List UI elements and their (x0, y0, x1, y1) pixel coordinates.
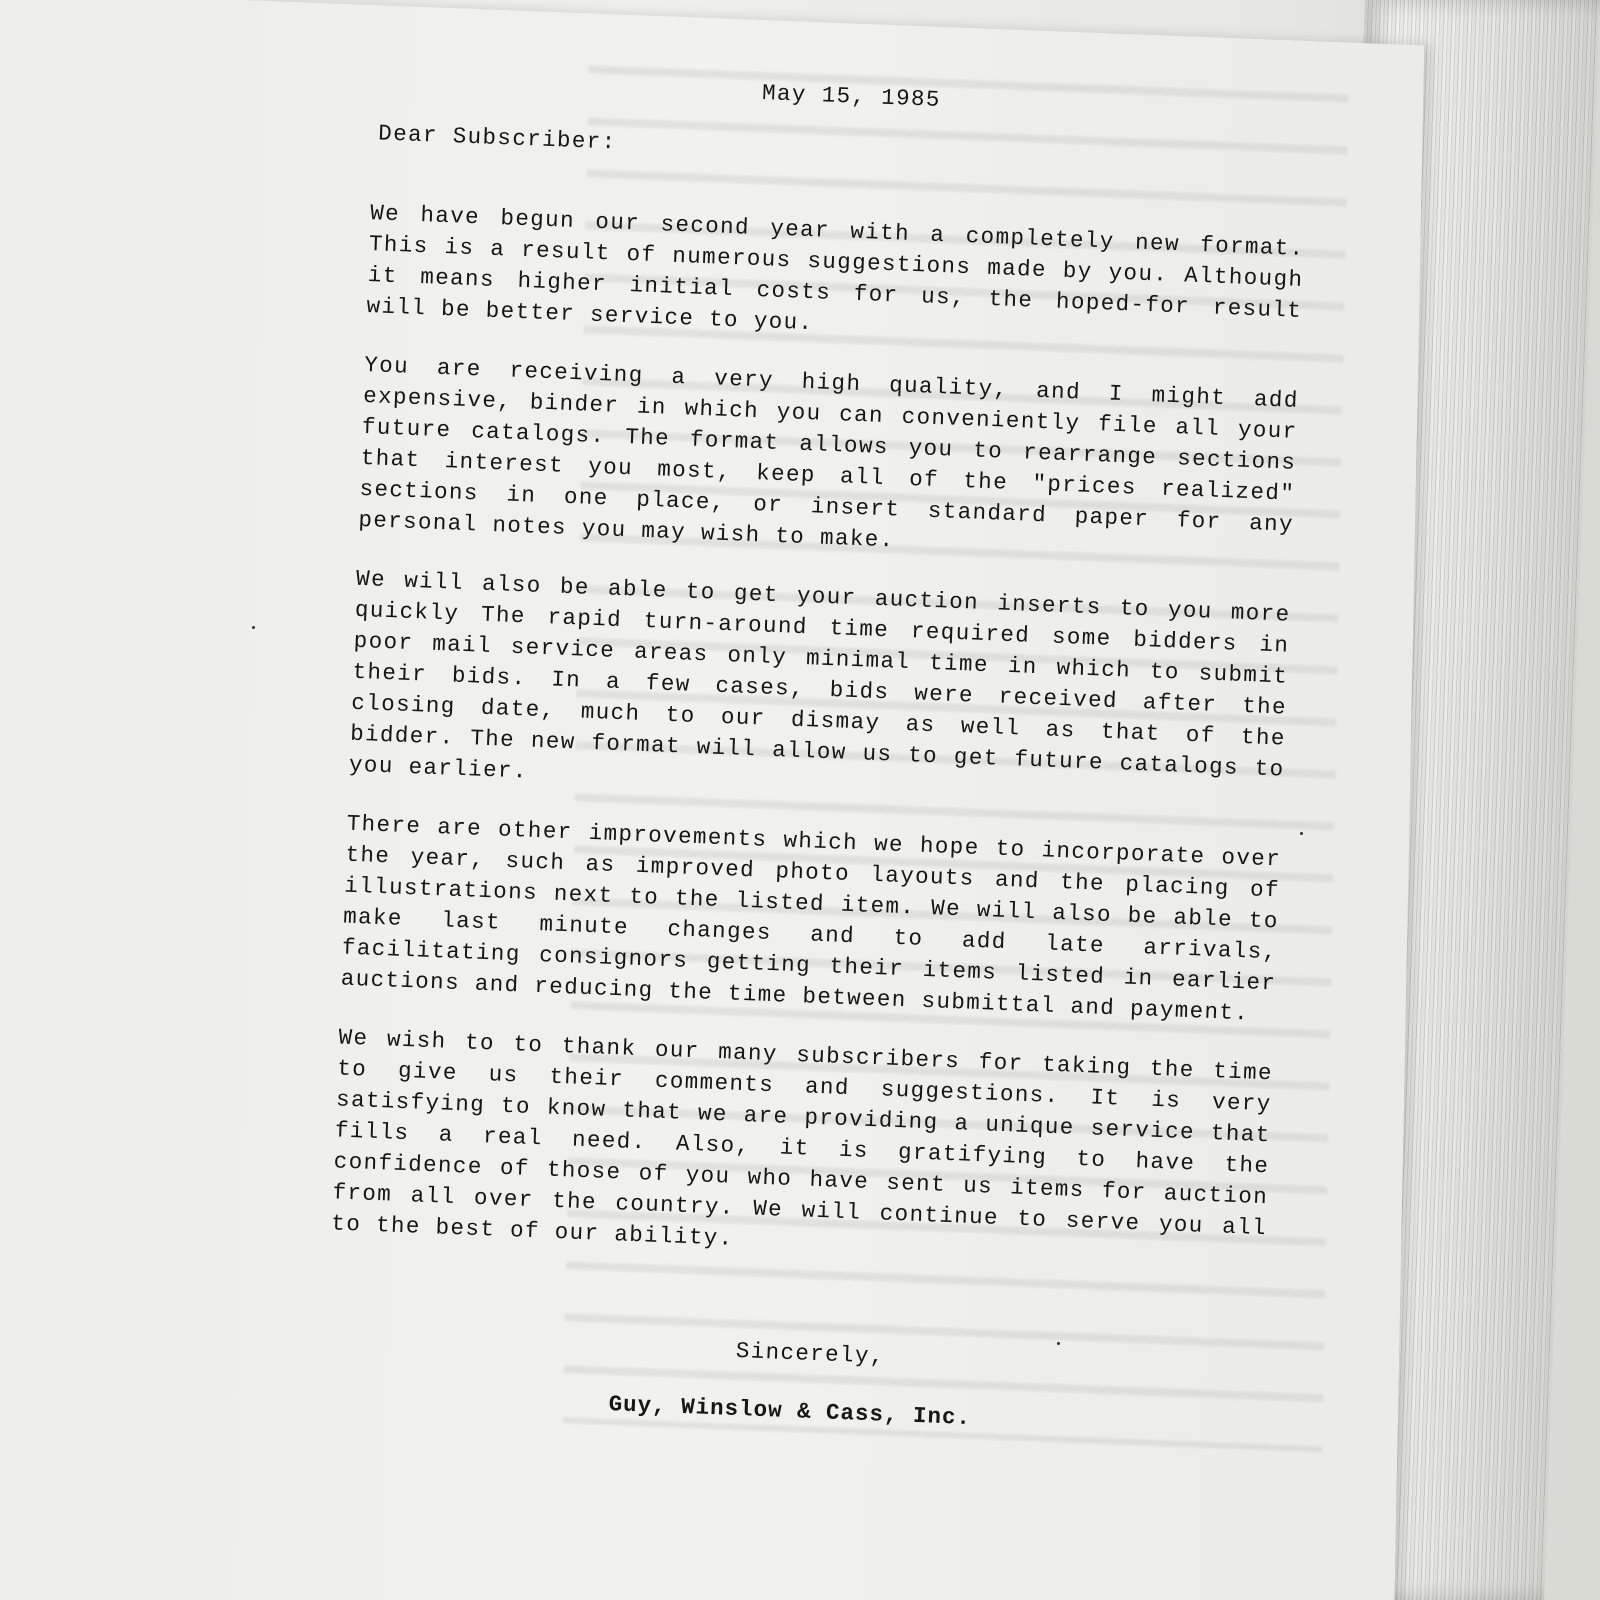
letter-date: May 15, 1985 (761, 80, 942, 113)
paragraph-1: We have begun our second year with a completely new format. This is a result of numerous suggestions made by you. Although it means higher initial costs for us, the hoped-for result will be better service to you. (366, 200, 1306, 337)
paper-speck (1300, 832, 1303, 835)
paper-speck (252, 626, 255, 629)
signature-company: Guy, Winslow & Cass, Inc. (608, 1391, 972, 1432)
paragraph-5: We wish to to thank our many subscribers for taking the time to give us their comments and suggestions. It is very satisfying to know that we are providing a unique service that fills a real need. Also, it is gratifying to have the confidence of those of you who have sent us items for auction from all over the country. We will continue to serve you all to the best of our ability. (330, 1024, 1274, 1252)
paragraph-3: We will also be able to get your auction inserts to you more quickly The rapid turn-around time required some bidders in poor mail service areas only minimal time in which to submit their bids. In a few cases, bids were received after the closing date, much to our dismay as well as that of the bidder. The new format will allow us to get future catalogs to you earlier. (348, 565, 1291, 785)
letter-body (330, 198, 1305, 1303)
salutation: Dear Subscriber: (377, 120, 618, 156)
paper-speck (1057, 1342, 1060, 1345)
paragraph-4: There are other improvements which we hope to incorporate over the year, such as improved photo layouts and the placing of illustrations next to the listed item. We will also be able to make last minute changes and to add late arrivals, facilitating consignors getting their items listed in earlier auctions and reducing the time between submittal and payment. (340, 810, 1282, 1027)
closing: Sincerely, (735, 1337, 886, 1370)
paragraph-2: You are receiving a very high quality, and I might add expensive, binder in which you can conveniently file all your future catalogs. The format allows you to rearrange sections that interest you most, keep all of the "prices realized" sections in one place, or insert standard paper for any personal notes you may wish to make. (357, 351, 1300, 554)
